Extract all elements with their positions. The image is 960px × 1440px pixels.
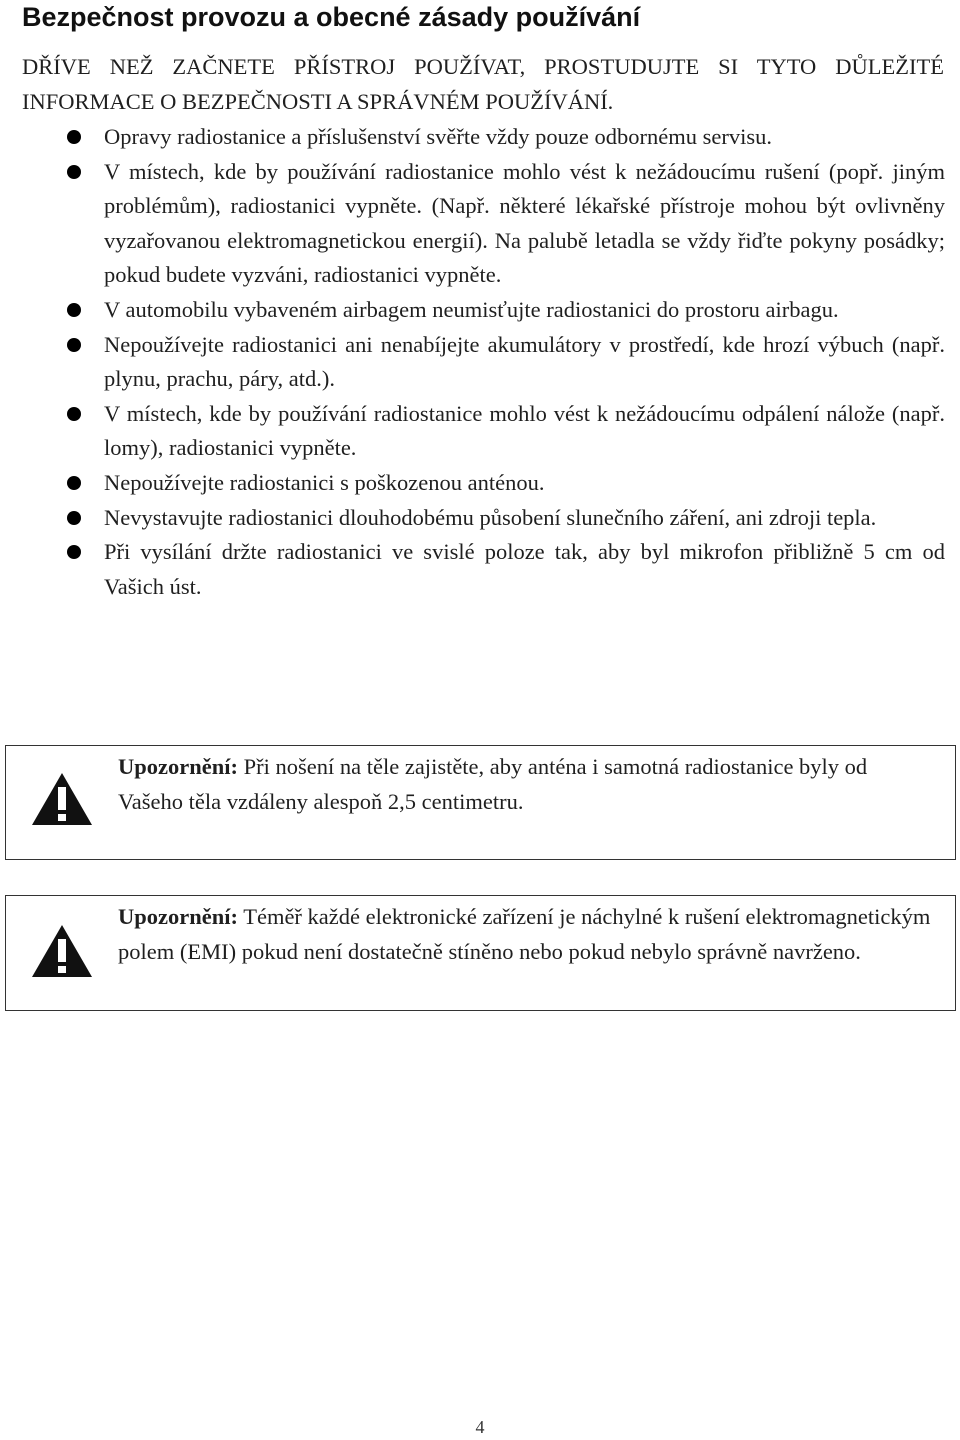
bullet-icon [67, 130, 81, 144]
page-number: 4 [475, 1417, 485, 1437]
list-item [0, 466, 945, 501]
notice-label: Upozornění: [118, 904, 238, 929]
list-item-text: Nepoužívejte radiostanici ani nenabíjejte akumulátory v prostředí, kde hrozí výbuch (např. plynu, prachu, páry, atd.). [104, 331, 945, 392]
intro-warning: DŘÍVE NEŽ ZAČNETE PŘÍSTROJ POUŽÍVAT, PROSTUDUJTE SI TYTO DŮLEŽITÉ INFORMACE O BEZPEČNOSTI A SPRÁVNÉM POUŽÍVÁNÍ. [22, 54, 944, 114]
bullet-icon [67, 476, 81, 490]
list-item [0, 328, 945, 397]
list-item-text: Nevystavujte radiostanici dlouhodobému působení slunečního záření, ani zdroji tepla. [104, 504, 877, 530]
list-item-text: V automobilu vybaveném airbagem neumisťujte radiostanici do prostoru airbagu. [104, 296, 839, 322]
page-title: Bezpečnost provozu a obecné zásady používání [22, 2, 641, 32]
list-item-text: V místech, kde by používání radiostanice mohlo vést k nežádoucímu rušení (popř. jiným problémům), radiostanici vypněte. (Např. některé lékařské přístroje mohou být ovlivněny vyzařovanou elektromagnetickou energií). Na palubě letadla se vždy řiďte pokyny posádky; pokud budete vyzváni, radiostanici vypněte. [104, 158, 945, 288]
bullet-icon [67, 303, 81, 317]
list-item [0, 293, 945, 328]
notice-box-emi [5, 895, 956, 1011]
bullet-icon [67, 165, 81, 179]
bullet-icon [67, 545, 81, 559]
list-item [0, 155, 945, 293]
list-item-text: Nepoužívejte radiostanici s poškozenou anténou. [104, 469, 545, 495]
safety-list [0, 120, 945, 604]
notice-label: Upozornění: [118, 754, 238, 779]
list-item-text: V místech, kde by používání radiostanice mohlo vést k nežádoucímu odpálení nálože (např. lomy), radiostanici vypněte. [104, 400, 945, 461]
list-item [0, 535, 945, 604]
list-item [0, 120, 945, 155]
notice-text [118, 749, 935, 819]
warning-icon [30, 771, 94, 827]
list-item-text: Při vysílání držte radiostanici ve svislé poloze tak, aby byl mikrofon přibližně 5 cm od Vašich úst. [104, 539, 945, 599]
bullet-icon [67, 338, 81, 352]
bullet-icon [67, 407, 81, 421]
notice-body: Při nošení na těle zajistěte, aby anténa i samotná radiostanice byly od Vašeho těla vzdáleny alespoň 2,5 centimetru. [118, 754, 868, 814]
notice-text [118, 899, 935, 969]
list-item [0, 501, 945, 536]
warning-icon [30, 923, 94, 979]
bullet-icon [67, 511, 81, 525]
list-item-text: Opravy radiostanice a příslušenství svěřte vždy pouze odbornému servisu. [104, 124, 772, 149]
list-item [0, 397, 945, 466]
notice-body: Téměř každé elektronické zařízení je náchylné k rušení elektromagnetickým polem (EMI) pokud není dostatečně stíněno nebo pokud nebylo správně navrženo. [118, 904, 931, 964]
notice-box-body-distance [5, 745, 956, 860]
